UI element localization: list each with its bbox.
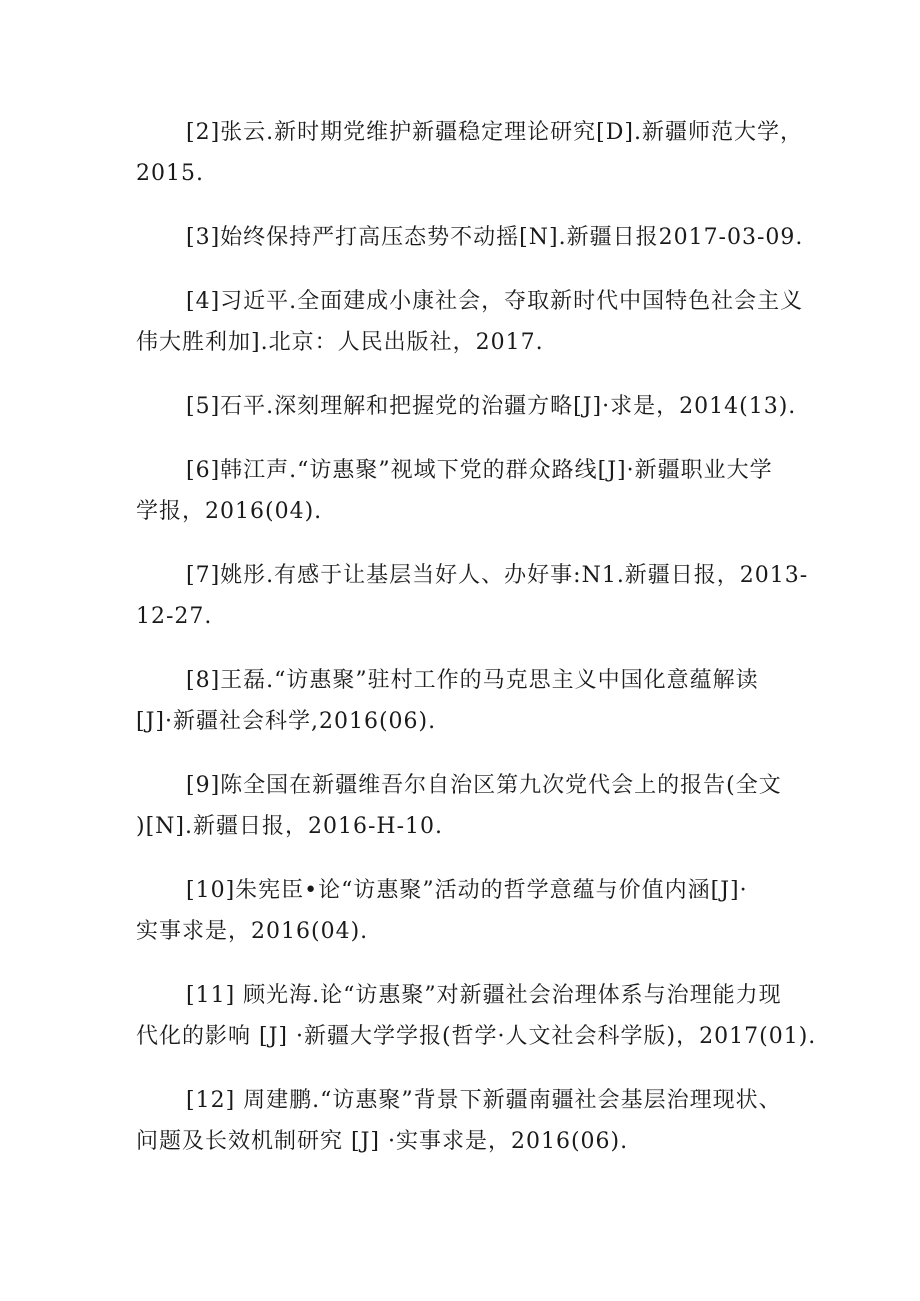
- reference-line: 问题及长效机制研究 [J] ·实事求是，2016(06).: [136, 1129, 629, 1154]
- reference-line: 实事求是，2016(04).: [136, 919, 369, 944]
- reference-item-11: [136, 975, 817, 1057]
- reference-item-7: [136, 555, 809, 637]
- reference-line: [J]·新疆社会科学,2016(06).: [136, 709, 437, 734]
- reference-line: [12] 周建鹏.“访惠聚”背景下新疆南疆社会基层治理现状、: [186, 1088, 782, 1113]
- reference-item-8: [136, 660, 786, 742]
- reference-line: [6]韩江声.“访惠聚”视域下党的群众路线[J]·新疆职业大学: [186, 458, 773, 483]
- reference-line: 2015.: [136, 161, 204, 186]
- reference-line: [4]习近平.全面建成小康社会，夺取新时代中国特色社会主义: [186, 289, 804, 314]
- reference-item-10: [136, 870, 786, 952]
- reference-item-2: [136, 112, 803, 194]
- reference-line: [3]始终保持严打高压态势不动摇[N].新疆日报2017-03-09.: [186, 225, 804, 250]
- reference-line: 伟大胜利加].北京：人民出版社，2017.: [136, 330, 544, 355]
- reference-line: [9]陈全国在新疆维吾尔自治区第九次党代会上的报告(全文: [186, 773, 782, 798]
- reference-line: )[N].新疆日报，2016-H-10.: [136, 814, 444, 839]
- reference-line: [5]石平.深刻理解和把握党的治疆方略[J]·求是，2014(13).: [186, 394, 797, 419]
- reference-item-5: [136, 386, 797, 427]
- reference-item-4: [136, 281, 804, 363]
- reference-item-3: [136, 217, 804, 258]
- reference-line: 学报，2016(04).: [136, 499, 323, 524]
- reference-line: [11] 顾光海.论“访惠聚”对新疆社会治理体系与治理能力现: [186, 983, 782, 1008]
- reference-item-6: [136, 450, 786, 532]
- reference-line: [2]张云.新时期党维护新疆稳定理论研究[D].新疆师范大学，: [186, 120, 803, 145]
- reference-list: [136, 112, 817, 1185]
- reference-line: [8]王磊.“访惠聚”驻村工作的马克思主义中国化意蕴解读: [186, 668, 759, 693]
- reference-item-9: [136, 765, 786, 847]
- reference-line: [10]朱宪臣•论“访惠聚”活动的哲学意蕴与价值内涵[J]·: [186, 878, 748, 903]
- reference-line: [7]姚彤.有感于让基层当好人、办好事:N1.新疆日报，2013-: [186, 563, 809, 588]
- reference-item-12: [136, 1080, 786, 1162]
- reference-line: 代化的影响 [J] ·新疆大学学报(哲学·人文社会科学版)，2017(01).: [136, 1024, 817, 1049]
- reference-line: 12-27.: [136, 604, 213, 629]
